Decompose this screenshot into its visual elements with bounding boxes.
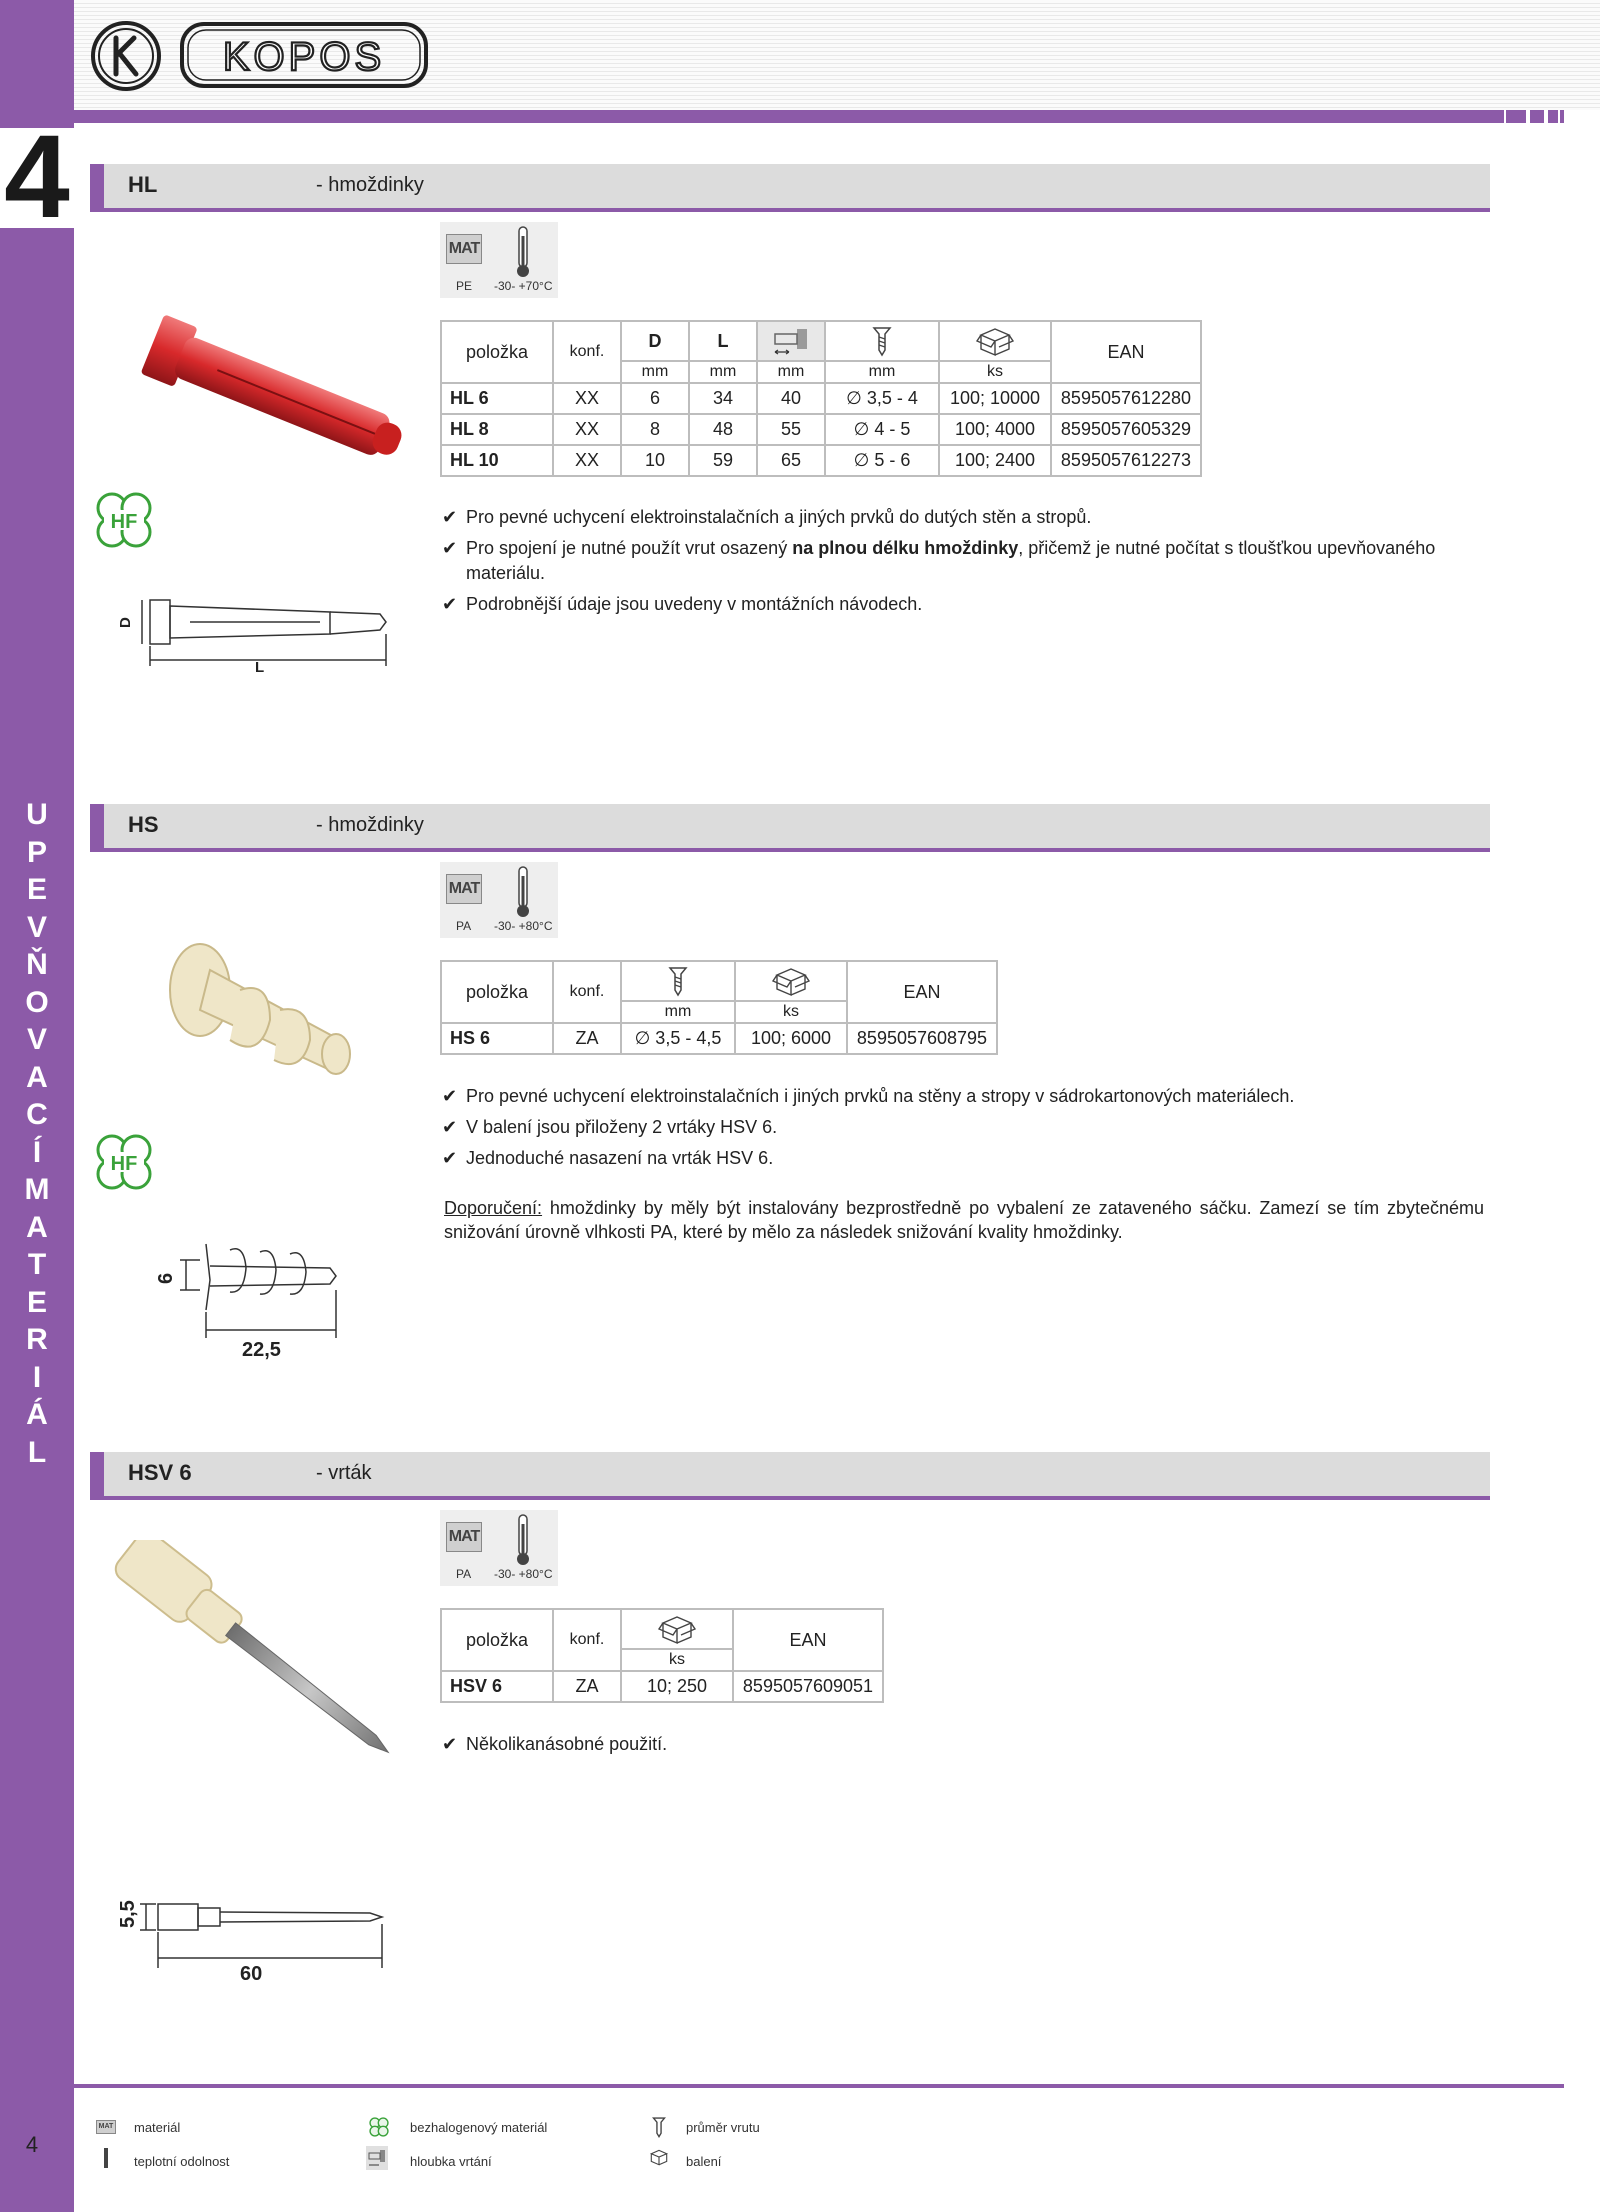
col-header-ean: EAN <box>733 1609 883 1671</box>
box-icon <box>648 2148 670 2166</box>
legend-label: teplotní odolnost <box>134 2154 230 2169</box>
check-icon: ✔ <box>442 594 458 614</box>
material-box <box>440 1510 558 1586</box>
vertical-letter: V <box>26 1023 47 1056</box>
hs-spec-table <box>440 960 998 1055</box>
cell-depth: 40 <box>757 383 825 414</box>
col-header-item: položka <box>441 961 553 1023</box>
header-accent-bar <box>74 110 1504 123</box>
section-desc: - hmoždinky <box>316 814 424 836</box>
screw-icon <box>668 965 688 997</box>
material-name: PA <box>456 919 472 933</box>
col-header-box <box>735 961 847 1001</box>
dim-label-60: 60 <box>240 1963 263 1985</box>
col-header-item: položka <box>441 1609 553 1671</box>
col-header-ean: EAN <box>847 961 997 1023</box>
cell-l: 34 <box>689 383 757 414</box>
table-row <box>441 445 1201 476</box>
drill-depth-icon <box>366 2146 388 2170</box>
recommendation-note <box>444 1196 1484 1244</box>
material-temp: -30- +80°C <box>494 919 553 933</box>
check-icon: ✔ <box>442 1734 458 1754</box>
dim-label-d: D <box>117 617 134 628</box>
material-box <box>440 222 558 298</box>
section-desc: - hmoždinky <box>316 174 424 196</box>
note-label: Doporučení: <box>444 1198 543 1218</box>
bullet-item: ✔ Podrobnější údaje jsou uvedeny v montážních návodech. <box>440 592 1490 617</box>
section-bar <box>90 804 104 848</box>
check-icon: ✔ <box>442 1148 458 1168</box>
legend-label: hloubka vrtání <box>410 2154 492 2169</box>
cell-d: 6 <box>621 383 689 414</box>
col-header-box <box>939 321 1051 361</box>
cell-item: HSV 6 <box>441 1671 553 1702</box>
screw-icon <box>872 325 892 357</box>
col-header-ean: EAN <box>1051 321 1201 383</box>
cell-screw: ∅ 4 - 5 <box>825 414 939 445</box>
material-name: PA <box>456 1567 472 1581</box>
col-header-item: položka <box>441 321 553 383</box>
thermometer-icon <box>516 1514 530 1566</box>
hl-spec-table <box>440 320 1202 477</box>
col-header-screw <box>621 961 735 1001</box>
cell-d: 10 <box>621 445 689 476</box>
table-row <box>441 1023 997 1054</box>
bullet-item: ✔ Pro pevné uchycení elektroinstalačních a jiných prvků do dutých stěn a stropů. <box>440 505 1490 530</box>
check-icon: ✔ <box>442 507 458 527</box>
dim-label-5-5: 5,5 <box>117 1900 139 1928</box>
cell-conf: ZA <box>553 1671 621 1702</box>
hf-clover-icon <box>92 1130 156 1194</box>
col-header-conf: konf. <box>553 1609 621 1671</box>
bullet-item: ✔ Pro pevné uchycení elektroinstalačních i jiných prvků na stěny a stropy v sádrokartonových materiálech. <box>440 1084 1490 1109</box>
cell-screw: ∅ 3,5 - 4 <box>825 383 939 414</box>
check-icon: ✔ <box>442 1117 458 1137</box>
screw-icon <box>652 2116 666 2138</box>
cell-conf: XX <box>553 445 621 476</box>
vertical-letter: A <box>26 1210 48 1244</box>
svg-text:HF: HF <box>110 511 138 533</box>
vertical-letter: L <box>27 1435 47 1469</box>
unit-cell: ks <box>939 361 1051 383</box>
thermometer-icon <box>516 866 530 918</box>
dim-label-l: L <box>255 659 265 674</box>
header-square <box>1548 110 1558 123</box>
cell-ean: 8595057605329 <box>1051 414 1201 445</box>
hs-product-image <box>150 930 380 1110</box>
col-header-conf: konf. <box>553 321 621 383</box>
dim-label-22-5: 22,5 <box>242 1339 281 1361</box>
section-desc: - vrták <box>316 1462 372 1484</box>
cell-item: HL 10 <box>441 445 553 476</box>
cell-ean: 8595057612280 <box>1051 383 1201 414</box>
bullet-item: ✔ Pro spojení je nutné použít vrut osazený na plnou délku hmoždinky, přičemž je nutné počítat s tloušťkou upevňovaného materiálu. <box>442 538 1436 583</box>
unit-cell: mm <box>689 361 757 383</box>
hsv6-dimension-drawing <box>110 1880 400 1990</box>
unit-cell: mm <box>757 361 825 383</box>
header-square <box>1560 110 1564 123</box>
vertical-letter: Á <box>26 1398 48 1431</box>
dim-label-6: 6 <box>155 1272 177 1284</box>
cell-ean: 8595057612273 <box>1051 445 1201 476</box>
cell-l: 59 <box>689 445 757 476</box>
material-temp: -30- +70°C <box>494 279 553 293</box>
mat-badge-icon: MAT <box>446 1522 482 1552</box>
box-icon <box>975 325 1015 357</box>
vertical-letter: Ň <box>26 948 48 981</box>
cell-pack: 100; 10000 <box>939 383 1051 414</box>
col-header-screw <box>825 321 939 361</box>
header-square <box>1530 110 1544 123</box>
chapter-number: 4 <box>4 111 70 243</box>
drill-depth-icon <box>771 326 811 356</box>
mat-badge-icon: MAT <box>446 234 482 264</box>
vertical-letter: V <box>26 910 47 944</box>
cell-depth: 55 <box>757 414 825 445</box>
legend-label: materiál <box>134 2120 181 2135</box>
page-number: 4 <box>25 2132 39 2157</box>
section-bar <box>90 164 104 208</box>
cell-pack: 10; 250 <box>621 1671 733 1702</box>
vertical-letter: E <box>26 873 47 906</box>
unit-cell: ks <box>735 1001 847 1023</box>
vertical-letter: T <box>27 1248 47 1281</box>
material-name: PE <box>456 279 473 293</box>
cell-pack: 100; 2400 <box>939 445 1051 476</box>
hsv6-spec-table <box>440 1608 884 1703</box>
unit-cell: mm <box>621 361 689 383</box>
footer-line <box>74 2084 1564 2088</box>
bullet-item: ✔ Několikanásobné použití. <box>440 1732 1490 1757</box>
brand-name: KOPOS <box>222 35 386 79</box>
col-header-l: L <box>689 321 757 361</box>
check-icon: ✔ <box>442 1086 458 1106</box>
hs-dimension-drawing <box>140 1230 350 1370</box>
section-bar <box>90 1452 104 1496</box>
section-header-hl <box>90 164 1490 212</box>
cell-screw: ∅ 5 - 6 <box>825 445 939 476</box>
vertical-letter: U <box>26 798 48 831</box>
col-header-d: D <box>621 321 689 361</box>
box-icon <box>657 1613 697 1645</box>
bullet-item: ✔ V balení jsou přiloženy 2 vrtáky HSV 6. <box>440 1115 1490 1140</box>
cell-l: 48 <box>689 414 757 445</box>
legend-label: průměr vrutu <box>686 2120 760 2135</box>
cell-conf: ZA <box>553 1023 621 1054</box>
header-square <box>1506 110 1526 123</box>
hl-bullets <box>440 505 1490 623</box>
table-row <box>441 1671 883 1702</box>
hf-clover-icon <box>368 2116 390 2138</box>
hs-bullets <box>440 1084 1490 1177</box>
legend-label: balení <box>686 2154 722 2169</box>
hl-dimension-drawing <box>110 584 410 674</box>
section-code: HS <box>128 812 159 837</box>
bullet-item: ✔ Jednoduché nasazení na vrták HSV 6. <box>440 1146 1490 1171</box>
unit-cell: mm <box>621 1001 735 1023</box>
vertical-letter: I <box>32 1360 42 1394</box>
vertical-letter: O <box>25 985 49 1019</box>
cell-pack: 100; 4000 <box>939 414 1051 445</box>
cell-ean: 8595057608795 <box>847 1023 997 1054</box>
check-icon: ✔ <box>442 538 458 558</box>
cell-item: HS 6 <box>441 1023 553 1054</box>
thermometer-icon <box>102 2148 110 2168</box>
box-icon <box>771 965 811 997</box>
vertical-letter: R <box>26 1323 48 1356</box>
mat-badge-icon: MAT <box>446 874 482 904</box>
cell-item: HL 8 <box>441 414 553 445</box>
note-text: hmoždinky by měly být instalovány bezprostředně po vybalení ze zataveného sáčku. Zamezí se tím zbytečnému snižování úrovně vlhkosti PA, které by mělo za následek snižování kvality hmoždinky. <box>444 1198 1484 1242</box>
section-header-hs <box>90 804 1490 852</box>
hf-clover-icon <box>92 488 156 552</box>
col-header-box <box>621 1609 733 1649</box>
material-temp: -30- +80°C <box>494 1567 553 1581</box>
vertical-letter: Í <box>32 1135 42 1169</box>
col-header-drill-depth <box>757 321 825 361</box>
kopos-logo <box>90 18 430 94</box>
vertical-chapter-title <box>0 796 74 1471</box>
vertical-letter: C <box>26 1098 48 1131</box>
cell-screw: ∅ 3,5 - 4,5 <box>621 1023 735 1054</box>
cell-conf: XX <box>553 414 621 445</box>
cell-d: 8 <box>621 414 689 445</box>
hsv6-product-image <box>90 1540 420 1840</box>
cell-ean: 8595057609051 <box>733 1671 883 1702</box>
table-row <box>441 383 1201 414</box>
vertical-letter: E <box>26 1285 47 1319</box>
col-header-conf: konf. <box>553 961 621 1023</box>
cell-pack: 100; 6000 <box>735 1023 847 1054</box>
section-code: HL <box>128 172 158 197</box>
unit-cell: ks <box>621 1649 733 1671</box>
svg-text:HF: HF <box>110 1153 138 1175</box>
unit-cell: mm <box>825 361 939 383</box>
vertical-letter: M <box>24 1173 50 1206</box>
section-header-hsv6 <box>90 1452 1490 1500</box>
legend-label: bezhalogenový materiál <box>410 2120 548 2135</box>
cell-depth: 65 <box>757 445 825 476</box>
mat-badge-icon: MAT <box>96 2120 116 2134</box>
thermometer-icon <box>516 226 530 278</box>
vertical-letter: A <box>26 1060 48 1094</box>
hsv6-bullets <box>440 1732 1490 1763</box>
table-row <box>441 414 1201 445</box>
material-box <box>440 862 558 938</box>
vertical-letter: P <box>26 835 47 869</box>
cell-item: HL 6 <box>441 383 553 414</box>
section-code: HSV 6 <box>128 1460 192 1485</box>
cell-conf: XX <box>553 383 621 414</box>
